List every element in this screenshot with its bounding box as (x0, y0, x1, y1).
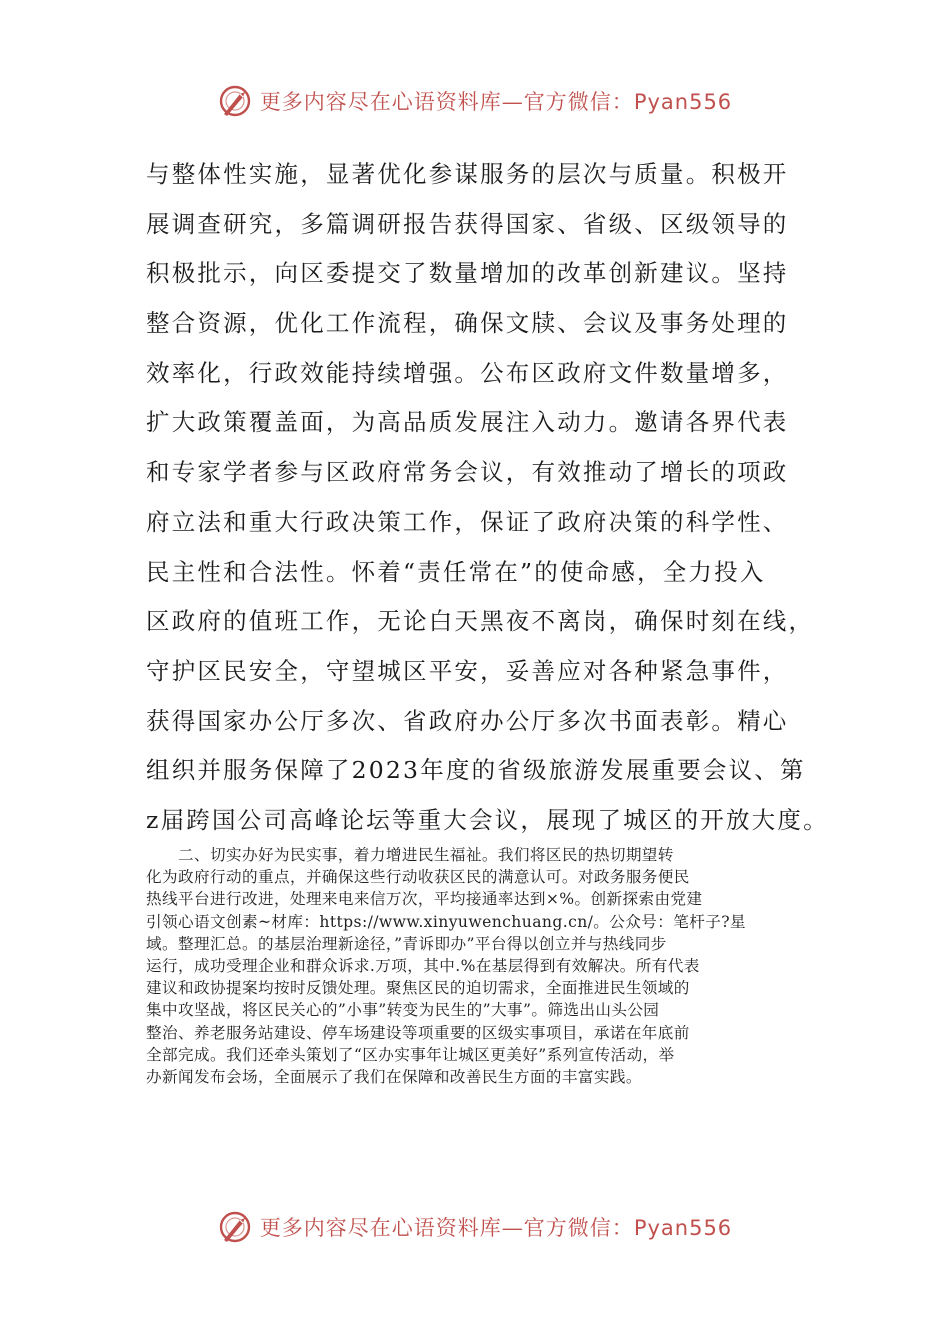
text-line: 与整体性实施，显著优化参谋服务的层次与质量。积极开 (146, 160, 789, 188)
text-line: 二、切实办好为民实事，着力增进民生福祉。我们将区民的热切期望转 (146, 846, 674, 864)
text-line: 积极批示，向区委提交了数量增加的改革创新建议。坚持 (146, 259, 789, 288)
text-line: 域。整理汇总。的基层治理新途径，”青诉即办”平台得以创立并与热线同步 (146, 934, 667, 953)
text-line: 引领心语文创素~材库：https://www.xinyuwenchuang.cn/。公众号：笔杆子?星 (146, 912, 747, 931)
text-line: 运行，成功受理企业和群众诉求.万项，其中.%在基层得到有效解决。所有代表 (146, 957, 700, 976)
text-line: z届跨国公司高峰论坛等重大会议，展现了城区的开放大度。 (146, 805, 829, 834)
text-line: 效率化，行政效能持续增强。公布区政府文件数量增多， (146, 358, 789, 387)
text-line: 和专家学者参与区政府常务会议，有效推动了增长的项政 (146, 458, 789, 487)
footer-watermark (0, 1210, 950, 1244)
watermark-account: Pyan556 (633, 1216, 733, 1240)
watermark-text (260, 86, 732, 116)
text-line: 扩大政策覆盖面，为高品质发展注入动力。邀请各界代表 (146, 408, 789, 437)
text-line: 展调查研究，多篇调研报告获得国家、省级、区级领导的 (146, 209, 789, 238)
text-line: 建议和政协提案均按时反馈处理。聚焦区民的迫切需求，全面推进民生领域的 (146, 979, 690, 998)
watermark-text (260, 1212, 732, 1242)
watermark-prefix: 更多内容尽在心语资料库—官方微信： (259, 1216, 634, 1240)
text-line: 化为政府行动的重点，并确保这些行动收获区民的满意认可。对政务服务便民 (146, 868, 690, 887)
body-text-small (146, 844, 806, 1088)
text-line: 集中攻坚战，将区民关心的”小事”转变为民生的”大事”。筛选出山头公园 (146, 1001, 660, 1020)
text-line: 组织并服务保障了2023年度的省级旅游发展重要会议、第 (146, 756, 806, 785)
text-line: 守护区民安全，守望城区平安，妥善应对各种紧急事件， (146, 656, 789, 685)
watermark-prefix: 更多内容尽在心语资料库—官方微信： (259, 90, 634, 114)
text-line: 热线平台进行改进，处理来电来信万次，平均接通率达到×%。创新探索由党建 (146, 890, 703, 909)
pen-circle-logo-icon (218, 1210, 252, 1244)
text-line: 民主性和合法性。怀着“责任常在”的使命感，全力投入 (146, 557, 766, 586)
header-watermark (0, 84, 950, 118)
text-line: 整合资源，优化工作流程，确保文牍、会议及事务处理的 (146, 309, 789, 338)
body-text-large (146, 150, 829, 846)
text-line: 府立法和重大行政决策工作，保证了政府决策的科学性、 (146, 507, 789, 536)
text-line: 整治、养老服务站建设、停车场建设等项重要的区级实事项目，承诺在年底前 (146, 1023, 690, 1042)
text-line: 区政府的值班工作，无论白天黑夜不离岗，确保时刻在线， (146, 607, 815, 636)
text-line: 获得国家办公厅多次、省政府办公厅多次书面表彰。精心 (146, 706, 789, 735)
pen-circle-logo-icon (218, 84, 252, 118)
text-line: 办新闻发布会场，全面展示了我们在保障和改善民生方面的丰富实践。 (146, 1068, 642, 1087)
watermark-account: Pyan556 (633, 90, 733, 114)
text-line: 全部完成。我们还牵头策划了“区办实事年让城区更美好”系列宣传活动，举 (146, 1045, 675, 1064)
